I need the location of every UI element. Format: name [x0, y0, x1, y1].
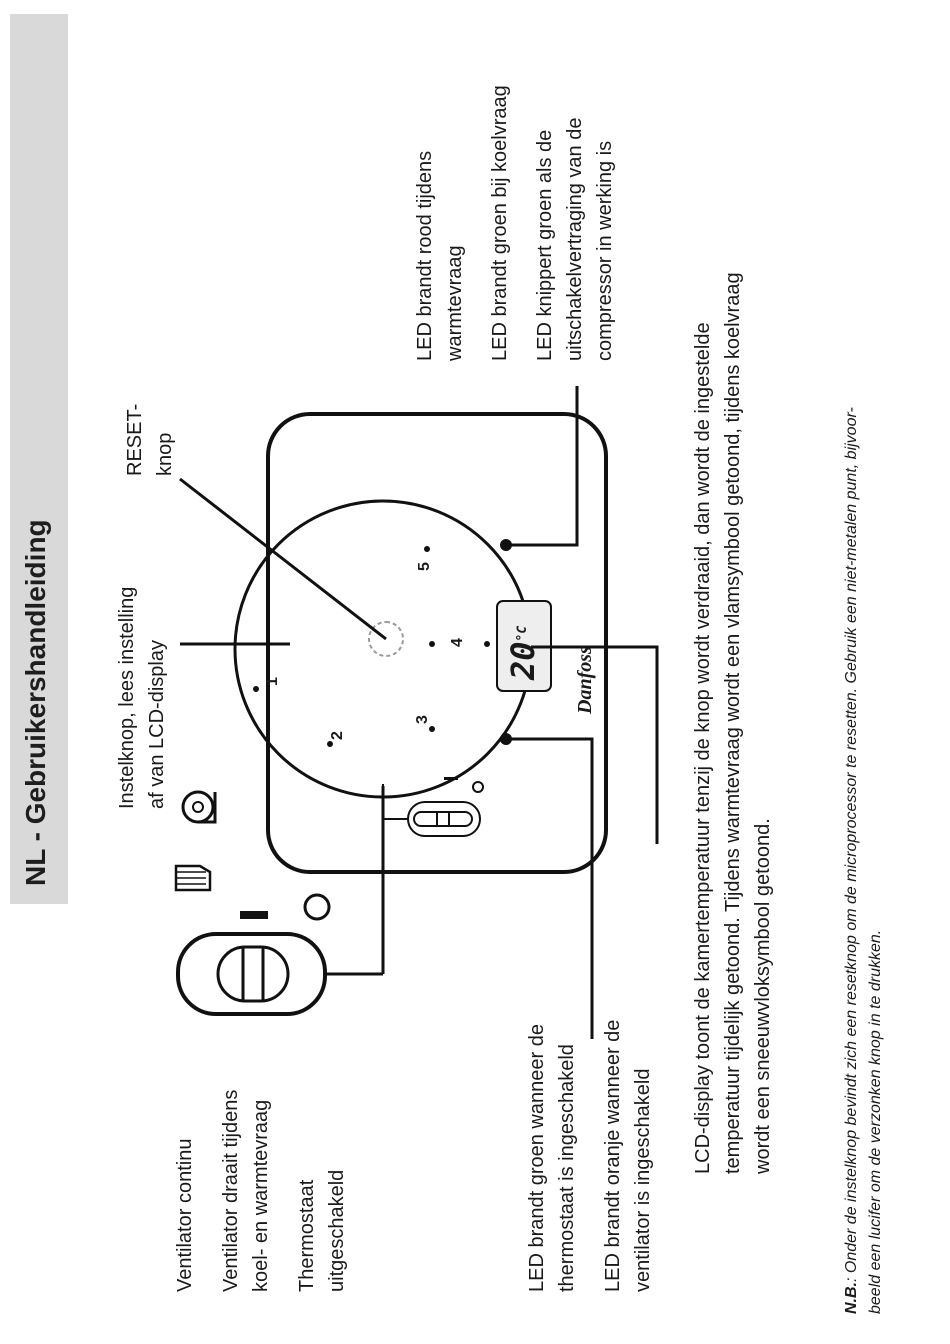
body-off-mark	[473, 782, 483, 792]
lcd-reading: $20^{^\circ C}$	[504, 625, 542, 680]
lcd-description-2: temperatuur tijdelijk getoond. Tijdens warmtevraag wordt een vlamsymbool getoond, tijdens koelvraag	[722, 272, 744, 1174]
led-blink-compressor-2: uitschakelvertraging van de	[564, 117, 586, 361]
footnote	[840, 407, 888, 1314]
legend-fan-cycling-1: Ventilator draait tijdens	[220, 1089, 242, 1292]
dial-mark-1: 1	[264, 677, 281, 686]
knob-label-1: Instelknop, lees instelling	[116, 586, 138, 809]
dial-mark-2: 2	[329, 731, 346, 740]
legend-fan-continuous: Ventilator continu	[174, 1138, 196, 1292]
footnote-line-1: N.B.: Onder de instelknop bevindt zich een resetknop om de microprocessor te resetten. Gebruik een niet-metalen punt, bijvoor-	[843, 407, 860, 1314]
dial-mark-4: 4	[449, 638, 466, 647]
dial-mark-5: 5	[416, 562, 433, 571]
dial-mark-3: 3	[414, 715, 431, 724]
led-blink-compressor-1: LED knippert groen als de	[534, 129, 556, 361]
led-green-cooling: LED brandt groen bij koelvraag	[489, 85, 511, 361]
knob-label-2: af van LCD-display	[146, 640, 168, 809]
legend-fan-cycling-2: koel- en warmtevraag	[250, 1099, 272, 1292]
fan-icon	[183, 792, 215, 822]
footnote-line-2: beeld een lucifer om de verzonken knop in te drukken.	[867, 929, 884, 1314]
led-blink-compressor-3: compressor in werking is	[594, 140, 616, 361]
mode-switch-enlarged	[178, 786, 383, 1014]
lcd-description-3: wordt een sneeuwvloksymbool getoond.	[752, 818, 774, 1174]
led-green-thermostat-1: LED brandt groen wanneer de	[526, 1024, 548, 1292]
led-red-heating-2: warmtevraag	[444, 245, 466, 361]
body-on-mark	[444, 777, 458, 780]
setting-dial	[235, 501, 531, 797]
led-orange-fan-2: ventilator is ingeschakeld	[632, 1068, 654, 1292]
page-title: NL - Gebruikershandleiding	[20, 519, 51, 886]
led-green-thermostat-2: thermostaat is ingeschakeld	[556, 1044, 578, 1292]
legend-off-2: uitgeschakeld	[326, 1169, 348, 1292]
lcd-description-1: LCD-display toont de kamertemperatuur tenzij de knop wordt verdraaid, dan wordt de ingestelde	[692, 322, 714, 1174]
led-red-heating-1: LED brandt rood tijdens	[414, 150, 436, 361]
led-orange-fan-1: LED brandt oranje wanneer de	[602, 1019, 624, 1292]
reset-label-2: knop	[154, 432, 176, 476]
reset-label-1: RESET-	[124, 403, 146, 476]
brand-logo: Danfoss	[574, 646, 596, 714]
hand-icon	[176, 866, 210, 890]
legend-off-1: Thermostaat	[296, 1179, 318, 1292]
